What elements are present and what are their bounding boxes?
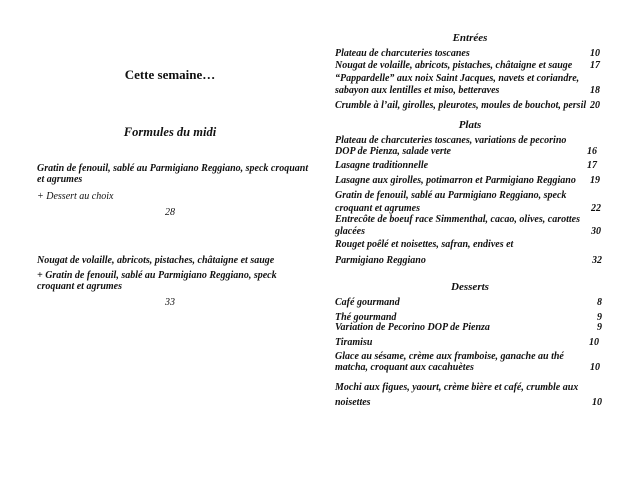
plat-4-price: 22 [591,203,601,214]
plat-3: Lasagne aux girolles, potimarron et Parmigiano Reggiano [335,175,576,186]
formula-2-line-2: + Gratin de fenouil, sablé au Parmigiano Reggiano, speck [37,270,277,281]
plat-5-line-2: glacées [335,226,365,237]
dessert-6-line-2: noisettes [335,397,371,408]
dessert-4-price: 10 [589,337,599,348]
plat-6-price: 32 [592,255,602,266]
dessert-1: Café gourmand [335,297,400,308]
formula-1-extra: + Dessert au choix [37,191,114,202]
entrees-title: Entrées [452,32,488,44]
plat-1-line-1: Plateau de charcuteries toscanes, variations de pecorino [335,135,567,146]
plat-4-line-1: Gratin de fenouil, sablé au Parmigiano Reggiano, speck [335,190,567,201]
plats-title: Plats [458,119,482,131]
entree-3-price: 18 [590,85,600,96]
plat-6-line-2: Parmigiano Reggiano [335,255,426,266]
entree-3-line-1: “Pappardelle” aux noix Saint Jacques, navets et coriandre, [335,73,580,84]
dessert-6-price: 10 [592,397,602,408]
entree-1: Plateau de charcuteries toscanes [335,48,470,59]
formula-1-price: 28 [165,207,175,218]
week-title: Cette semaine… [124,67,216,82]
entree-4: Crumble à l’ail, girolles, pleurotes, moules de bouchot, persil [335,100,587,111]
dessert-1-price: 8 [597,297,602,308]
dessert-2: Thé gourmand [335,312,397,323]
formula-2-line-3: croquant et agrumes [37,281,123,292]
plat-6-line-1: Rouget poêlé et noisettes, safran, endives et [335,239,514,250]
dessert-5-price: 10 [590,362,600,373]
plat-5-line-1: Entrecôte de boeuf race Simmenthal, cacao, olives, carottes [335,214,580,225]
entree-2-price: 17 [590,60,600,71]
entree-2: Nougat de volaille, abricots, pistaches, châtaigne et sauge [335,60,573,71]
dessert-5-line-2: matcha, croquant aux cacahuètes [335,362,474,373]
formula-2-price: 33 [165,297,175,308]
plat-3-price: 19 [590,175,600,186]
plat-2-price: 17 [587,160,597,171]
entree-4-price: 20 [590,100,600,111]
dessert-4: Tiramisu [335,337,373,348]
entree-3-line-2: sabayon aux lentilles et miso, betteraves [335,85,500,96]
formula-1-line-2: et agrumes [37,174,83,185]
dessert-3: Variation de Pecorino DOP de Pienza [335,322,490,333]
entree-1-price: 10 [590,48,600,59]
plat-1-price: 16 [587,146,597,157]
dessert-2-price: 9 [597,312,602,323]
lunch-formulas-title: Formules du midi [123,125,217,139]
dessert-6-line-1: Mochi aux figues, yaourt, crème bière et café, crumble aux [335,382,579,393]
formula-2-line-1: Nougat de volaille, abricots, pistaches, châtaigne et sauge [37,255,275,266]
plat-4-line-2: croquant et agrumes [335,203,421,214]
plat-5-price: 30 [591,226,601,237]
plat-2: Lasagne traditionnelle [335,160,429,171]
desserts-title: Desserts [451,281,489,293]
dessert-3-price: 9 [597,322,602,333]
plat-1-line-2: DOP de Pienza, salade verte [335,146,451,157]
dessert-5-line-1: Glace au sésame, crème aux framboise, ganache au thé [335,351,564,362]
formula-1-line-1: Gratin de fenouil, sablé au Parmigiano Reggiano, speck croquant [37,163,309,174]
